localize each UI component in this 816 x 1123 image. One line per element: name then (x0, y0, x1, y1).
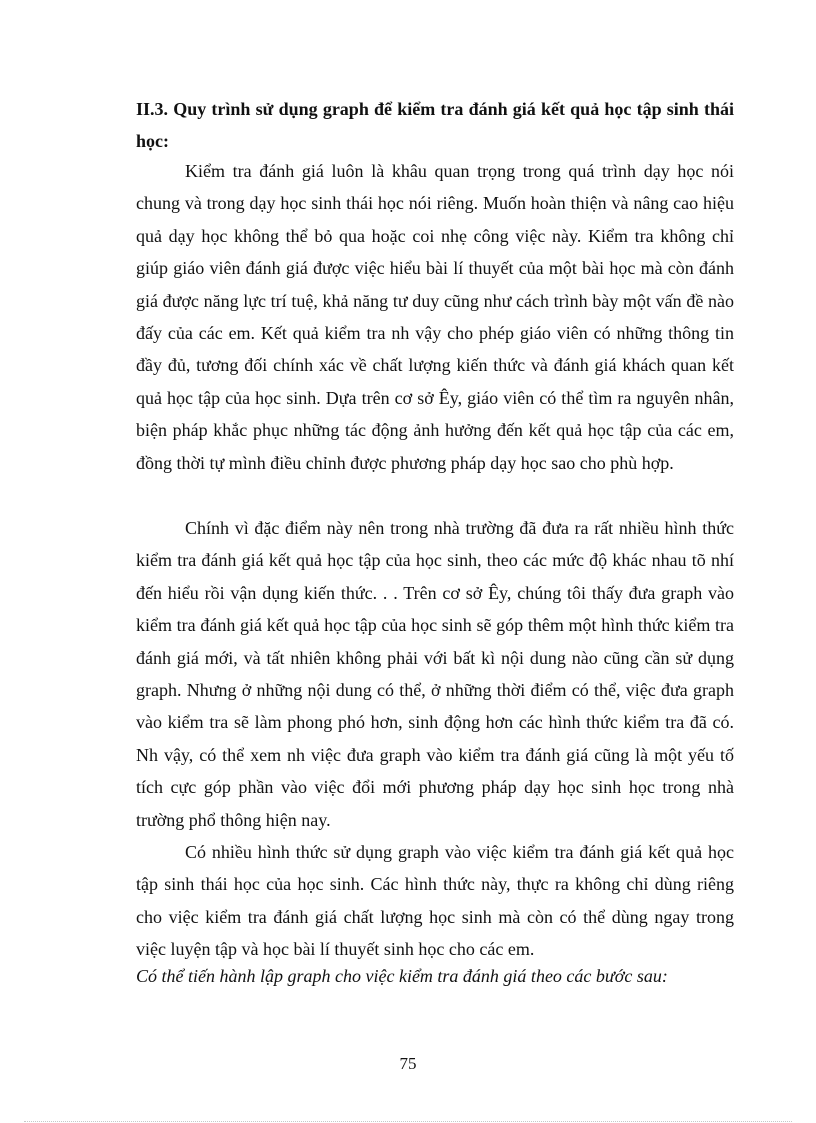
paragraph-2: Chính vì đặc điểm này nên trong nhà trường đã đưa ra rất nhiều hình thức kiểm tra đánh giá kết quả học tập của học sinh, theo các mức độ khác nhau tõ nhí đến hiểu rồi vận dụng kiến thức. . . Trên cơ sở Êy, chúng tôi thấy đưa graph vào kiểm tra đánh giá kết quả học tập của học sinh sẽ góp thêm một hình thức kiểm tra đánh giá mới, và tất nhiên không phải với bất kì nội dung nào cũng cần sử dụng graph. Nhưng ở những nội dung có thể, ở những thời điểm có thể, việc đưa graph vào kiểm tra sẽ làm phong phó hơn, sinh động hơn các hình thức kiểm tra đã có. Nh vậy, có thể xem nh việc đưa graph vào kiểm tra đánh giá cũng là một yếu tố tích cực góp phần vào việc đổi mới phương pháp dạy học sinh học trong nhà trường phổ thông hiện nay. (136, 518, 734, 830)
page-bottom-divider (24, 1121, 792, 1122)
section-heading: II.3. Quy trình sử dụng graph để kiểm tra đánh giá kết quả học tập sinh thái học: (136, 99, 734, 151)
paragraph-1: Kiểm tra đánh giá luôn là khâu quan trọng trong quá trình dạy học nói chung và trong dạy học sinh thái học nói riêng. Muốn hoàn thiện và nâng cao hiệu quả dạy học không thể bỏ qua hoặc coi nhẹ công việc này. Kiểm tra không chỉ giúp giáo viên đánh giá được việc hiểu bài lí thuyết của một bài học mà còn đánh giá được năng lực trí tuệ, khả năng tư duy cũng như cách trình bày một vấn đề nào đấy của các em. Kết quả kiểm tra nh vậy cho phép giáo viên có những thông tin đầy đủ, tương đối chính xác về chất lượng kiến thức và đánh giá khách quan kết quả học tập của học sinh. Dựa trên cơ sở Êy, giáo viên có thể tìm ra nguyên nhân, biện pháp khắc phục những tác động ảnh hưởng đến kết quả học tập của các em, đồng thời tự mình điều chỉnh được phương pháp dạy học sao cho phù hợp. (136, 161, 734, 473)
page-number: 75 (399, 1054, 417, 1073)
paragraph-3: Có nhiều hình thức sử dụng graph vào việc kiểm tra đánh giá kết quả học tập sinh thái học của học sinh. Các hình thức này, thực ra không chỉ dùng riêng cho việc kiểm tra đánh giá chất lượng học sinh mà còn có thể dùng ngay trong việc luyện tập và học bài lí thuyết sinh học cho các em. (136, 842, 734, 960)
steps-intro-line: Có thể tiến hành lập graph cho việc kiểm tra đánh giá theo các bước sau: (136, 966, 668, 986)
